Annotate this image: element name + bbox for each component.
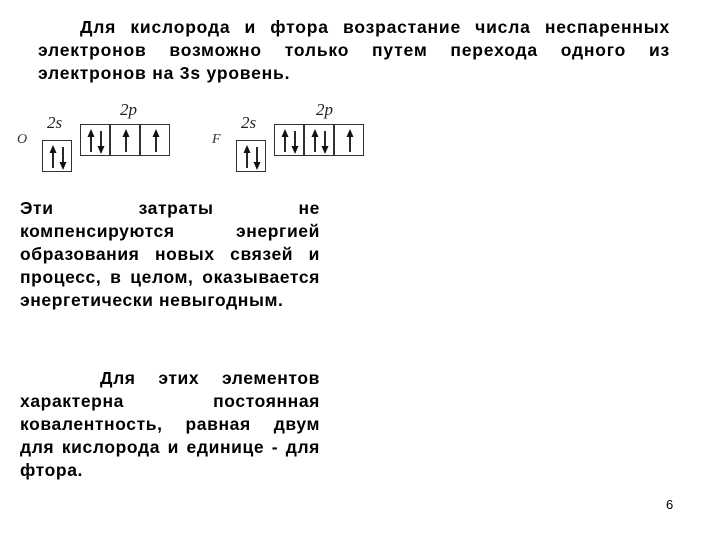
spin-up-arrow-icon (50, 145, 57, 168)
energy-cost-paragraph: Эти затраты не компенсируются энергией образования новых связей и процесс, в целом, оказывается энергетически невыгодным. (20, 198, 320, 310)
fluorine-2s-label: 2s (241, 113, 257, 132)
fluorine-2s-cell (236, 140, 266, 172)
spin-up-arrow-icon (88, 129, 95, 152)
fluorine-2s-arrows (237, 141, 267, 173)
oxygen-2s-cell (42, 140, 72, 172)
fluorine-2p3-arrows (335, 125, 365, 157)
oxygen-2p-cell-1 (80, 124, 110, 156)
intro-paragraph: Для кислорода и фтора возрастание числа неспаренных электронов возможно только путем перехода одного из электронов на 3s уровень. (38, 17, 670, 83)
oxygen-2s-arrows (43, 141, 73, 173)
oxygen-2p2-arrows (111, 125, 141, 157)
fluorine-2p2-arrows (305, 125, 335, 157)
fluorine-2p-cell-2 (304, 124, 334, 156)
page-number: 6 (666, 497, 674, 512)
fluorine-2p-cell-3 (334, 124, 364, 156)
spin-down-arrow-icon (98, 131, 105, 154)
fluorine-symbol: F (212, 132, 221, 147)
fluorine-2p-cell-1 (274, 124, 304, 156)
fluorine-2p1-arrows (275, 125, 305, 157)
spin-up-arrow-icon (347, 129, 354, 152)
oxygen-2p-cell-3 (140, 124, 170, 156)
spin-up-arrow-icon (123, 129, 130, 152)
valence-paragraph: Для этих элементов характерна постоянная ковалентность, равная двум для кислорода и единице - для фтора. (20, 368, 320, 480)
oxygen-2s-label: 2s (47, 113, 63, 132)
fluorine-2p-label: 2p (316, 100, 333, 119)
spin-down-arrow-icon (60, 147, 67, 170)
oxygen-symbol: O (17, 132, 28, 147)
oxygen-2p-cell-2 (110, 124, 140, 156)
spin-up-arrow-icon (153, 129, 160, 152)
spin-down-arrow-icon (322, 131, 329, 154)
spin-up-arrow-icon (244, 145, 251, 168)
oxygen-2p-label: 2p (120, 100, 137, 119)
spin-up-arrow-icon (312, 129, 319, 152)
oxygen-2p1-arrows (81, 125, 111, 157)
spin-down-arrow-icon (254, 147, 261, 170)
spin-down-arrow-icon (292, 131, 299, 154)
oxygen-2p3-arrows (141, 125, 171, 157)
spin-up-arrow-icon (282, 129, 289, 152)
